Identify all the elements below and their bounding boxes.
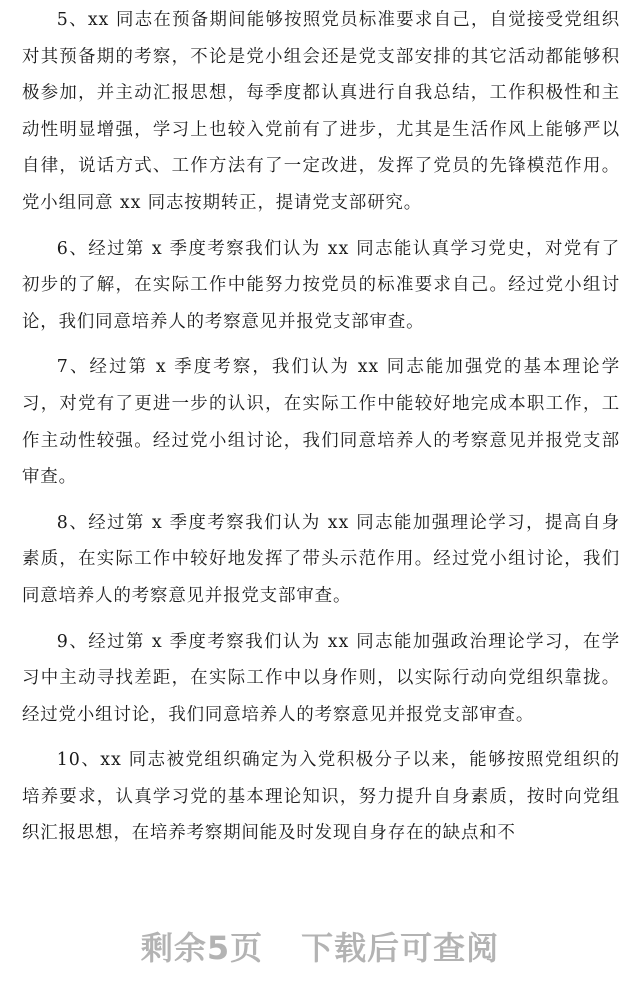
remaining-pages-label[interactable]: 剩余5页: [140, 929, 264, 967]
document-body: [22, 2, 620, 861]
paragraph-10: 10、xx 同志被党组织确定为入党积极分子以来，能够按照党组织的培养要求，认真学习党的基本理论知识，努力提升自身素质，按时向党组织汇报思想，在培养考察期间能及时发现自身存在的缺点和不: [22, 750, 620, 844]
paragraph-9: 9、经过第 x 季度考察我们认为 xx 同志能加强政治理论学习，在学习中主动寻找差距，在实际工作中以身作则，以实际行动向党组织靠拢。经过党小组讨论，我们同意培养人的考察意见并报党支部审查。: [22, 631, 620, 725]
paragraph-8: 8、经过第 x 季度考察我们认为 xx 同志能加强理论学习，提高自身素质，在实际工作中较好地发挥了带头示范作用。经过党小组讨论，我们同意培养人的考察意见并报党支部审查。: [22, 512, 620, 606]
paragraph-5: 5、xx 同志在预备期间能够按照党员标准要求自己，自觉接受党组织对其预备期的考察，不论是党小组会还是党支部安排的其它活动都能够积极参加，并主动汇报思想，每季度都认真进行自我总结，工作积极性和主动性明显增强，学习上也较入党前有了进步，尤其是生活作风上能够严以自律，说话方式、工作方法有了一定改进，发挥了党员的先锋模范作用。党小组同意 xx 同志按期转正，提请党支部研究。: [22, 10, 620, 213]
paragraph-6: 6、经过第 x 季度考察我们认为 xx 同志能认真学习党史，对党有了初步的了解，在实际工作中能努力按党员的标准要求自己。经过党小组讨论，我们同意培养人的考察意见并报党支部审查。: [22, 238, 620, 332]
download-prompt-label[interactable]: 下载后可查阅: [301, 929, 500, 967]
download-banner[interactable]: [0, 916, 640, 976]
paragraph-7: 7、经过第 x 季度考察，我们认为 xx 同志能加强党的基本理论学习，对党有了更进一步的认识，在实际工作中能较好地完成本职工作，工作主动性较强。经过党小组讨论，我们同意培养人的考察意见并报党支部审查。: [22, 357, 620, 488]
